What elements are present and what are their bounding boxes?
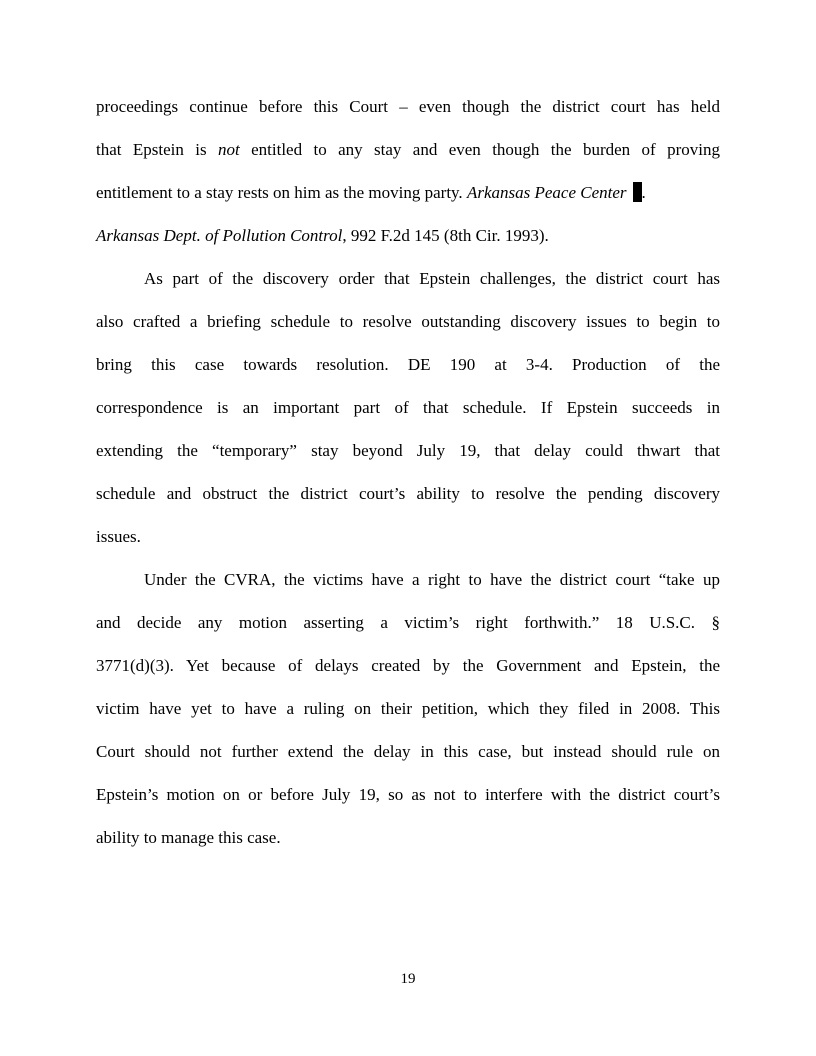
text-run: also crafted a briefing schedule to resolve outstanding discovery issues to begin to — [96, 312, 720, 331]
paragraph-line — [96, 95, 720, 119]
redaction-block — [633, 182, 642, 202]
text-run: 3771(d)(3). Yet because of delays created by the Government and Epstein, the — [96, 656, 720, 675]
text-run: correspondence is an important part of that schedule. If Epstein succeeds in — [96, 398, 720, 417]
text-run: . — [641, 183, 646, 202]
paragraph-line — [96, 439, 720, 463]
paragraph-line — [96, 783, 720, 807]
paragraph-line — [96, 224, 720, 248]
paragraph-line — [96, 697, 720, 721]
case-name: Arkansas Peace Center — [466, 183, 627, 202]
emphasis-text: not — [217, 140, 240, 159]
case-name: Arkansas Dept. of Pollution Control — [96, 226, 343, 245]
text-run: As part of the discovery order that Epstein challenges, the district court has — [144, 269, 720, 288]
paragraph-line — [96, 310, 720, 334]
text-run: extending the “temporary” stay beyond July 19, that delay could thwart that — [96, 441, 720, 460]
paragraph-line — [96, 396, 720, 420]
text-run: ability to manage this case. — [96, 828, 281, 847]
paragraph-line — [144, 267, 720, 291]
paragraph-line — [96, 654, 720, 678]
text-run: and decide any motion asserting a victim’s right forthwith.” 18 U.S.C. § — [96, 613, 720, 632]
text-run: Under the CVRA, the victims have a right to have the district court “take up — [144, 570, 720, 589]
text-run: that Epstein is — [96, 140, 218, 159]
text-run: victim have yet to have a ruling on their petition, which they filed in 2008. This — [96, 699, 720, 718]
page-number: 19 — [400, 971, 416, 987]
text-run: entitled to any stay and even though the burden of proving — [239, 140, 720, 159]
text-run: entitlement to a stay rests on him as the moving party. — [96, 183, 467, 202]
paragraph-line — [96, 181, 720, 205]
paragraph-line — [96, 525, 720, 549]
paragraph-line — [96, 138, 720, 162]
text-run: Epstein’s motion on or before July 19, so as not to interfere with the district court’s — [96, 785, 720, 804]
text-run: schedule and obstruct the district court’s ability to resolve the pending discovery — [96, 484, 720, 503]
text-run: issues. — [96, 527, 141, 546]
paragraph-line — [144, 568, 720, 592]
paragraph-line — [96, 482, 720, 506]
paragraph-line — [96, 611, 720, 635]
text-run: Court should not further extend the delay in this case, but instead should rule on — [96, 742, 720, 761]
paragraph-line — [96, 740, 720, 764]
citation: , 992 F.2d 145 (8th Cir. 1993). — [342, 226, 549, 245]
paragraph-line — [96, 353, 720, 377]
paragraph-line — [96, 826, 720, 850]
text-run: proceedings continue before this Court – even though the district court has held — [96, 97, 720, 116]
text-run: bring this case towards resolution. DE 190 at 3-4. Production of the — [96, 355, 720, 374]
